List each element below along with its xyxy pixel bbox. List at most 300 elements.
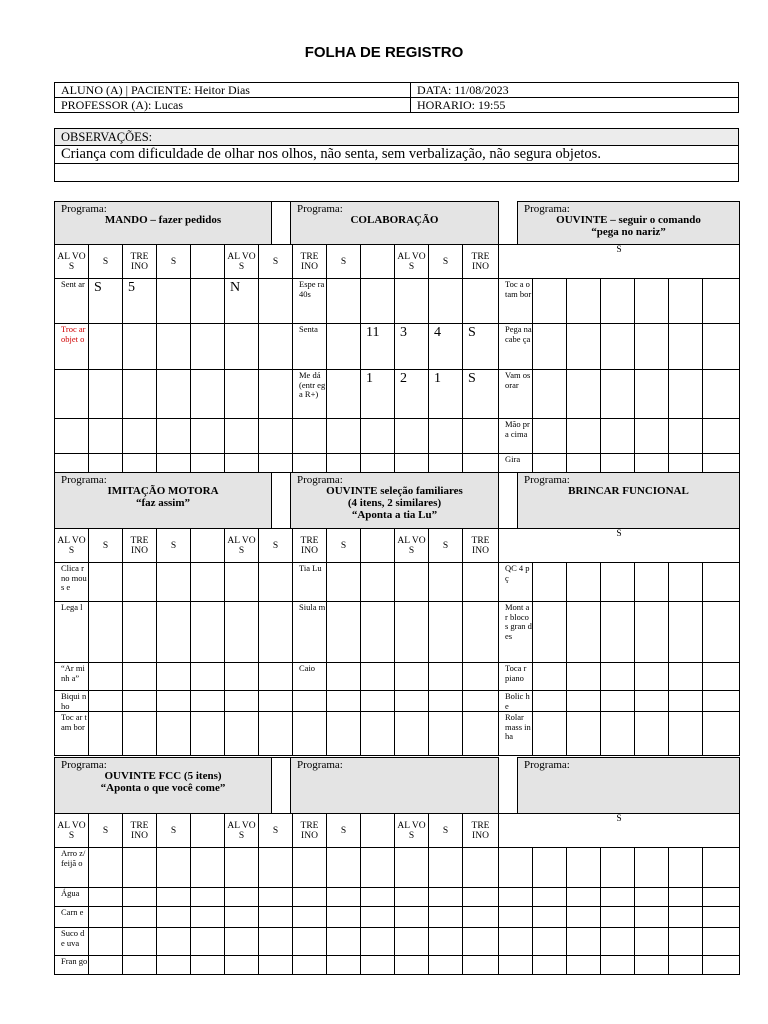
value-cell[interactable] xyxy=(190,887,225,907)
value-cell[interactable] xyxy=(532,369,567,419)
value-cell[interactable]: 4 xyxy=(428,323,463,370)
value-cell[interactable] xyxy=(326,906,361,928)
value-cell[interactable] xyxy=(156,278,191,324)
value-cell[interactable] xyxy=(190,906,225,928)
value-cell[interactable] xyxy=(360,927,395,956)
value-cell[interactable] xyxy=(634,887,669,907)
value-cell[interactable] xyxy=(702,323,740,370)
value-cell[interactable]: 1 xyxy=(428,369,463,419)
value-cell[interactable] xyxy=(88,690,123,712)
value-cell[interactable] xyxy=(258,887,293,907)
value-cell[interactable] xyxy=(532,323,567,370)
value-cell[interactable] xyxy=(462,562,499,602)
value-cell[interactable] xyxy=(532,601,567,663)
value-cell[interactable] xyxy=(634,955,669,975)
value-cell[interactable] xyxy=(190,562,225,602)
value-cell[interactable] xyxy=(462,927,499,956)
value-cell[interactable] xyxy=(190,453,225,473)
value-cell[interactable] xyxy=(326,418,361,454)
value-cell[interactable] xyxy=(326,323,361,370)
value-cell[interactable] xyxy=(428,906,463,928)
value-cell[interactable] xyxy=(532,927,567,956)
value-cell[interactable] xyxy=(224,906,259,928)
value-cell[interactable] xyxy=(702,662,740,691)
value-cell[interactable] xyxy=(394,418,429,454)
value-cell[interactable] xyxy=(394,562,429,602)
value-cell[interactable] xyxy=(122,847,157,888)
value-cell[interactable] xyxy=(428,711,463,756)
value-cell[interactable] xyxy=(394,927,429,956)
row-target-label: Mão pra cima xyxy=(498,418,533,454)
program-label: Programa: xyxy=(61,203,107,215)
value-cell[interactable] xyxy=(532,418,567,454)
value-cell[interactable] xyxy=(122,927,157,956)
value-cell[interactable] xyxy=(532,847,567,888)
value-cell[interactable] xyxy=(258,418,293,454)
program-header xyxy=(517,201,740,245)
value-cell[interactable] xyxy=(394,955,429,975)
value-cell[interactable] xyxy=(122,323,157,370)
column-header-treino: TRE INO xyxy=(462,813,499,848)
column-header-alvos: AL VO S xyxy=(54,528,89,563)
value-cell[interactable] xyxy=(224,418,259,454)
value-cell[interactable] xyxy=(532,711,567,756)
value-cell[interactable] xyxy=(600,906,635,928)
program-header xyxy=(54,757,272,814)
value-cell[interactable] xyxy=(462,601,499,663)
value-cell[interactable] xyxy=(224,690,259,712)
value-cell[interactable] xyxy=(326,278,361,324)
value-cell[interactable] xyxy=(190,601,225,663)
row-target-label: Clica r no mous e xyxy=(54,562,89,602)
program-label: Programa: xyxy=(297,203,343,215)
value-cell[interactable] xyxy=(326,562,361,602)
value-cell[interactable] xyxy=(88,711,123,756)
value-cell[interactable] xyxy=(566,887,601,907)
value-cell[interactable] xyxy=(156,887,191,907)
value-cell[interactable] xyxy=(122,453,157,473)
value-cell[interactable] xyxy=(88,601,123,663)
value-cell[interactable] xyxy=(122,369,157,419)
value-cell[interactable] xyxy=(122,955,157,975)
value-cell[interactable] xyxy=(634,369,669,419)
value-cell[interactable] xyxy=(566,927,601,956)
value-cell[interactable] xyxy=(88,662,123,691)
value-cell[interactable] xyxy=(634,906,669,928)
teacher-field[interactable]: PROFESSOR (A): Lucas xyxy=(54,97,411,113)
value-cell[interactable] xyxy=(326,955,361,975)
value-cell[interactable] xyxy=(566,847,601,888)
value-cell[interactable] xyxy=(88,847,123,888)
value-cell[interactable] xyxy=(88,418,123,454)
column-header-empty xyxy=(360,813,395,848)
value-cell[interactable] xyxy=(600,453,635,473)
value-cell[interactable] xyxy=(702,887,740,907)
value-cell[interactable] xyxy=(668,278,703,324)
value-cell[interactable] xyxy=(394,278,429,324)
value-cell[interactable] xyxy=(462,453,499,473)
value-cell[interactable] xyxy=(634,278,669,324)
value-cell[interactable] xyxy=(156,453,191,473)
value-cell[interactable] xyxy=(326,662,361,691)
value-cell[interactable] xyxy=(428,418,463,454)
value-cell[interactable] xyxy=(258,690,293,712)
value-cell[interactable] xyxy=(566,955,601,975)
value-cell[interactable] xyxy=(360,955,395,975)
value-cell[interactable] xyxy=(258,662,293,691)
value-cell[interactable] xyxy=(702,453,740,473)
value-cell[interactable] xyxy=(156,369,191,419)
value-cell[interactable] xyxy=(668,887,703,907)
value-cell[interactable] xyxy=(190,711,225,756)
time-field[interactable]: HORARIO: 19:55 xyxy=(410,97,739,113)
value-cell[interactable] xyxy=(532,278,567,324)
value-cell[interactable] xyxy=(600,562,635,602)
value-cell[interactable] xyxy=(532,662,567,691)
value-cell[interactable] xyxy=(394,690,429,712)
row-target-label xyxy=(292,711,327,756)
value-cell[interactable] xyxy=(702,955,740,975)
program-title: BRINCAR FUNCIONAL xyxy=(568,485,689,497)
value-cell[interactable]: 1 xyxy=(360,369,395,419)
value-cell[interactable] xyxy=(634,662,669,691)
value-cell[interactable] xyxy=(702,278,740,324)
value-cell[interactable] xyxy=(224,562,259,602)
value-cell[interactable] xyxy=(634,927,669,956)
value-cell[interactable] xyxy=(428,662,463,691)
program-label: Programa: xyxy=(297,474,343,486)
value-cell[interactable] xyxy=(462,955,499,975)
value-cell[interactable] xyxy=(122,887,157,907)
value-cell[interactable] xyxy=(702,690,740,712)
value-cell[interactable] xyxy=(156,955,191,975)
value-cell[interactable] xyxy=(702,927,740,956)
value-cell[interactable] xyxy=(462,418,499,454)
value-cell[interactable] xyxy=(566,662,601,691)
column-header-treino: TRE INO xyxy=(292,813,327,848)
value-cell[interactable] xyxy=(394,662,429,691)
value-cell[interactable] xyxy=(360,562,395,602)
value-cell[interactable] xyxy=(428,278,463,324)
value-cell[interactable] xyxy=(224,847,259,888)
value-cell[interactable] xyxy=(190,418,225,454)
value-cell[interactable] xyxy=(532,955,567,975)
observations-extra-line[interactable] xyxy=(54,163,739,182)
value-cell[interactable] xyxy=(668,847,703,888)
value-cell[interactable] xyxy=(360,711,395,756)
value-cell[interactable] xyxy=(462,906,499,928)
program-header xyxy=(517,472,740,529)
value-cell[interactable] xyxy=(462,690,499,712)
value-cell[interactable] xyxy=(462,847,499,888)
column-header-alvos: AL VO S xyxy=(224,244,259,279)
value-cell[interactable] xyxy=(360,906,395,928)
value-cell[interactable] xyxy=(702,562,740,602)
value-cell[interactable] xyxy=(668,662,703,691)
value-cell[interactable] xyxy=(668,418,703,454)
value-cell[interactable] xyxy=(600,847,635,888)
value-cell[interactable] xyxy=(224,601,259,663)
value-cell[interactable] xyxy=(600,690,635,712)
value-cell[interactable] xyxy=(668,906,703,928)
value-cell[interactable] xyxy=(360,887,395,907)
column-header-treino: TRE INO xyxy=(122,244,157,279)
value-cell[interactable] xyxy=(428,453,463,473)
value-cell[interactable] xyxy=(156,562,191,602)
value-cell[interactable] xyxy=(326,887,361,907)
value-cell[interactable] xyxy=(566,601,601,663)
value-cell[interactable] xyxy=(224,662,259,691)
value-cell[interactable] xyxy=(668,711,703,756)
value-cell[interactable]: 2 xyxy=(394,369,429,419)
value-cell[interactable] xyxy=(122,562,157,602)
column-header-treino: TRE INO xyxy=(122,813,157,848)
value-cell[interactable] xyxy=(702,418,740,454)
value-cell[interactable] xyxy=(462,662,499,691)
value-cell[interactable] xyxy=(532,906,567,928)
value-cell[interactable] xyxy=(566,369,601,419)
value-cell[interactable] xyxy=(88,369,123,419)
value-cell[interactable] xyxy=(702,711,740,756)
value-cell[interactable] xyxy=(224,927,259,956)
value-cell[interactable] xyxy=(224,955,259,975)
value-cell[interactable] xyxy=(88,453,123,473)
value-cell[interactable] xyxy=(702,601,740,663)
value-cell[interactable] xyxy=(122,690,157,712)
program-label: Programa: xyxy=(524,474,570,486)
value-cell[interactable]: S xyxy=(88,278,123,324)
value-cell[interactable] xyxy=(600,711,635,756)
column-header-empty xyxy=(190,528,225,563)
value-cell[interactable] xyxy=(668,453,703,473)
value-cell[interactable] xyxy=(88,562,123,602)
value-cell[interactable] xyxy=(566,418,601,454)
value-cell[interactable]: 11 xyxy=(360,323,395,370)
value-cell[interactable] xyxy=(634,323,669,370)
value-cell[interactable] xyxy=(190,323,225,370)
column-header-treino: TRE INO xyxy=(292,528,327,563)
row-target-label: Espe ra 40s xyxy=(292,278,327,324)
value-cell[interactable] xyxy=(258,906,293,928)
value-cell[interactable] xyxy=(360,662,395,691)
value-cell[interactable] xyxy=(88,927,123,956)
value-cell[interactable] xyxy=(634,847,669,888)
value-cell[interactable] xyxy=(122,662,157,691)
observations-text[interactable]: Criança com dificuldade de olhar nos olhos, não senta, sem verbalização, não segura objetos. xyxy=(54,145,739,164)
program-label: Programa: xyxy=(524,759,570,771)
value-cell[interactable] xyxy=(156,662,191,691)
value-cell[interactable] xyxy=(394,711,429,756)
value-cell[interactable] xyxy=(190,847,225,888)
value-cell[interactable] xyxy=(326,453,361,473)
value-cell[interactable] xyxy=(360,278,395,324)
value-cell[interactable] xyxy=(600,323,635,370)
value-cell[interactable] xyxy=(428,927,463,956)
value-cell[interactable] xyxy=(394,601,429,663)
value-cell[interactable] xyxy=(600,927,635,956)
value-cell[interactable] xyxy=(326,369,361,419)
row-target-label xyxy=(498,955,533,975)
value-cell[interactable] xyxy=(668,690,703,712)
value-cell[interactable] xyxy=(190,690,225,712)
value-cell[interactable] xyxy=(428,955,463,975)
value-cell[interactable] xyxy=(88,323,123,370)
value-cell[interactable] xyxy=(702,847,740,888)
value-cell[interactable] xyxy=(122,711,157,756)
value-cell[interactable] xyxy=(668,927,703,956)
value-cell[interactable] xyxy=(122,906,157,928)
value-cell[interactable] xyxy=(156,690,191,712)
value-cell[interactable] xyxy=(88,906,123,928)
row-target-label: Carn e xyxy=(54,906,89,928)
value-cell[interactable] xyxy=(326,927,361,956)
value-cell[interactable] xyxy=(428,690,463,712)
value-cell[interactable] xyxy=(634,418,669,454)
date-field[interactable]: DATA: 11/08/2023 xyxy=(410,82,739,98)
value-cell[interactable] xyxy=(224,323,259,370)
value-cell[interactable] xyxy=(532,562,567,602)
student-field[interactable]: ALUNO (A) | PACIENTE: Heitor Dias xyxy=(54,82,411,98)
value-cell[interactable] xyxy=(668,323,703,370)
value-cell[interactable] xyxy=(326,847,361,888)
row-target-label xyxy=(292,847,327,888)
value-cell[interactable] xyxy=(566,711,601,756)
value-cell[interactable] xyxy=(566,906,601,928)
value-cell[interactable] xyxy=(394,887,429,907)
value-cell[interactable] xyxy=(258,369,293,419)
value-cell[interactable] xyxy=(532,690,567,712)
value-cell[interactable] xyxy=(428,887,463,907)
value-cell[interactable] xyxy=(326,711,361,756)
value-cell[interactable] xyxy=(634,453,669,473)
value-cell[interactable] xyxy=(428,601,463,663)
value-cell[interactable] xyxy=(88,955,123,975)
column-header-s: S xyxy=(498,813,740,848)
row-target-label: Sent ar xyxy=(54,278,89,324)
value-cell[interactable] xyxy=(258,278,293,324)
row-target-label: Pega na cabe ça xyxy=(498,323,533,370)
row-target-label: Toca r piano xyxy=(498,662,533,691)
value-cell[interactable] xyxy=(566,278,601,324)
value-cell[interactable] xyxy=(600,369,635,419)
value-cell[interactable] xyxy=(326,601,361,663)
value-cell[interactable] xyxy=(600,601,635,663)
value-cell[interactable]: S xyxy=(462,323,499,370)
value-cell[interactable] xyxy=(394,906,429,928)
value-cell[interactable] xyxy=(668,955,703,975)
value-cell[interactable] xyxy=(566,323,601,370)
value-cell[interactable] xyxy=(224,369,259,419)
value-cell[interactable] xyxy=(668,369,703,419)
column-header-s: S xyxy=(258,813,293,848)
value-cell[interactable] xyxy=(156,601,191,663)
value-cell[interactable] xyxy=(566,562,601,602)
value-cell[interactable] xyxy=(190,955,225,975)
column-header-s: S xyxy=(326,813,361,848)
value-cell[interactable] xyxy=(600,278,635,324)
value-cell[interactable]: N xyxy=(224,278,259,324)
value-cell[interactable] xyxy=(258,955,293,975)
value-cell[interactable] xyxy=(258,562,293,602)
value-cell[interactable] xyxy=(394,847,429,888)
value-cell[interactable] xyxy=(462,887,499,907)
value-cell[interactable] xyxy=(190,662,225,691)
value-cell[interactable] xyxy=(258,453,293,473)
value-cell[interactable] xyxy=(156,906,191,928)
value-cell[interactable] xyxy=(258,711,293,756)
value-cell[interactable] xyxy=(258,927,293,956)
value-cell[interactable] xyxy=(190,369,225,419)
value-cell[interactable] xyxy=(668,562,703,602)
value-cell[interactable] xyxy=(224,711,259,756)
value-cell[interactable] xyxy=(258,323,293,370)
program-label: Programa: xyxy=(524,203,570,215)
row-target-label xyxy=(498,887,533,907)
value-cell[interactable] xyxy=(428,562,463,602)
value-cell[interactable] xyxy=(156,418,191,454)
value-cell[interactable] xyxy=(634,690,669,712)
value-cell[interactable] xyxy=(634,601,669,663)
value-cell[interactable] xyxy=(156,323,191,370)
value-cell[interactable] xyxy=(702,906,740,928)
value-cell[interactable] xyxy=(326,690,361,712)
value-cell[interactable] xyxy=(360,418,395,454)
value-cell[interactable] xyxy=(360,847,395,888)
value-cell[interactable] xyxy=(394,453,429,473)
program-header xyxy=(517,757,740,814)
value-cell[interactable] xyxy=(532,887,567,907)
value-cell[interactable] xyxy=(224,887,259,907)
value-cell[interactable] xyxy=(668,601,703,663)
value-cell[interactable] xyxy=(462,711,499,756)
value-cell[interactable] xyxy=(600,418,635,454)
value-cell[interactable] xyxy=(532,453,567,473)
value-cell[interactable]: 5 xyxy=(122,278,157,324)
value-cell[interactable] xyxy=(88,887,123,907)
value-cell[interactable] xyxy=(566,690,601,712)
value-cell[interactable]: S xyxy=(462,369,499,419)
value-cell[interactable] xyxy=(600,662,635,691)
value-cell[interactable] xyxy=(156,711,191,756)
value-cell[interactable] xyxy=(634,562,669,602)
row-target-label: QC 4 pç xyxy=(498,562,533,602)
row-target-label: “Ar minh a” xyxy=(54,662,89,691)
column-header-s: S xyxy=(428,244,463,279)
value-cell[interactable] xyxy=(702,369,740,419)
value-cell[interactable] xyxy=(190,278,225,324)
value-cell[interactable] xyxy=(600,955,635,975)
value-cell[interactable] xyxy=(224,453,259,473)
value-cell[interactable] xyxy=(360,453,395,473)
program-title: COLABORAÇÃO xyxy=(350,214,439,226)
value-cell[interactable] xyxy=(428,847,463,888)
value-cell[interactable] xyxy=(122,601,157,663)
value-cell[interactable] xyxy=(258,847,293,888)
value-cell[interactable] xyxy=(634,711,669,756)
value-cell[interactable] xyxy=(566,453,601,473)
value-cell[interactable] xyxy=(156,927,191,956)
value-cell[interactable] xyxy=(122,418,157,454)
value-cell[interactable] xyxy=(600,887,635,907)
value-cell[interactable] xyxy=(360,690,395,712)
value-cell[interactable] xyxy=(462,278,499,324)
value-cell[interactable] xyxy=(156,847,191,888)
value-cell[interactable] xyxy=(258,601,293,663)
value-cell[interactable]: 3 xyxy=(394,323,429,370)
row-target-label xyxy=(498,927,533,956)
value-cell[interactable] xyxy=(360,601,395,663)
value-cell[interactable] xyxy=(190,927,225,956)
